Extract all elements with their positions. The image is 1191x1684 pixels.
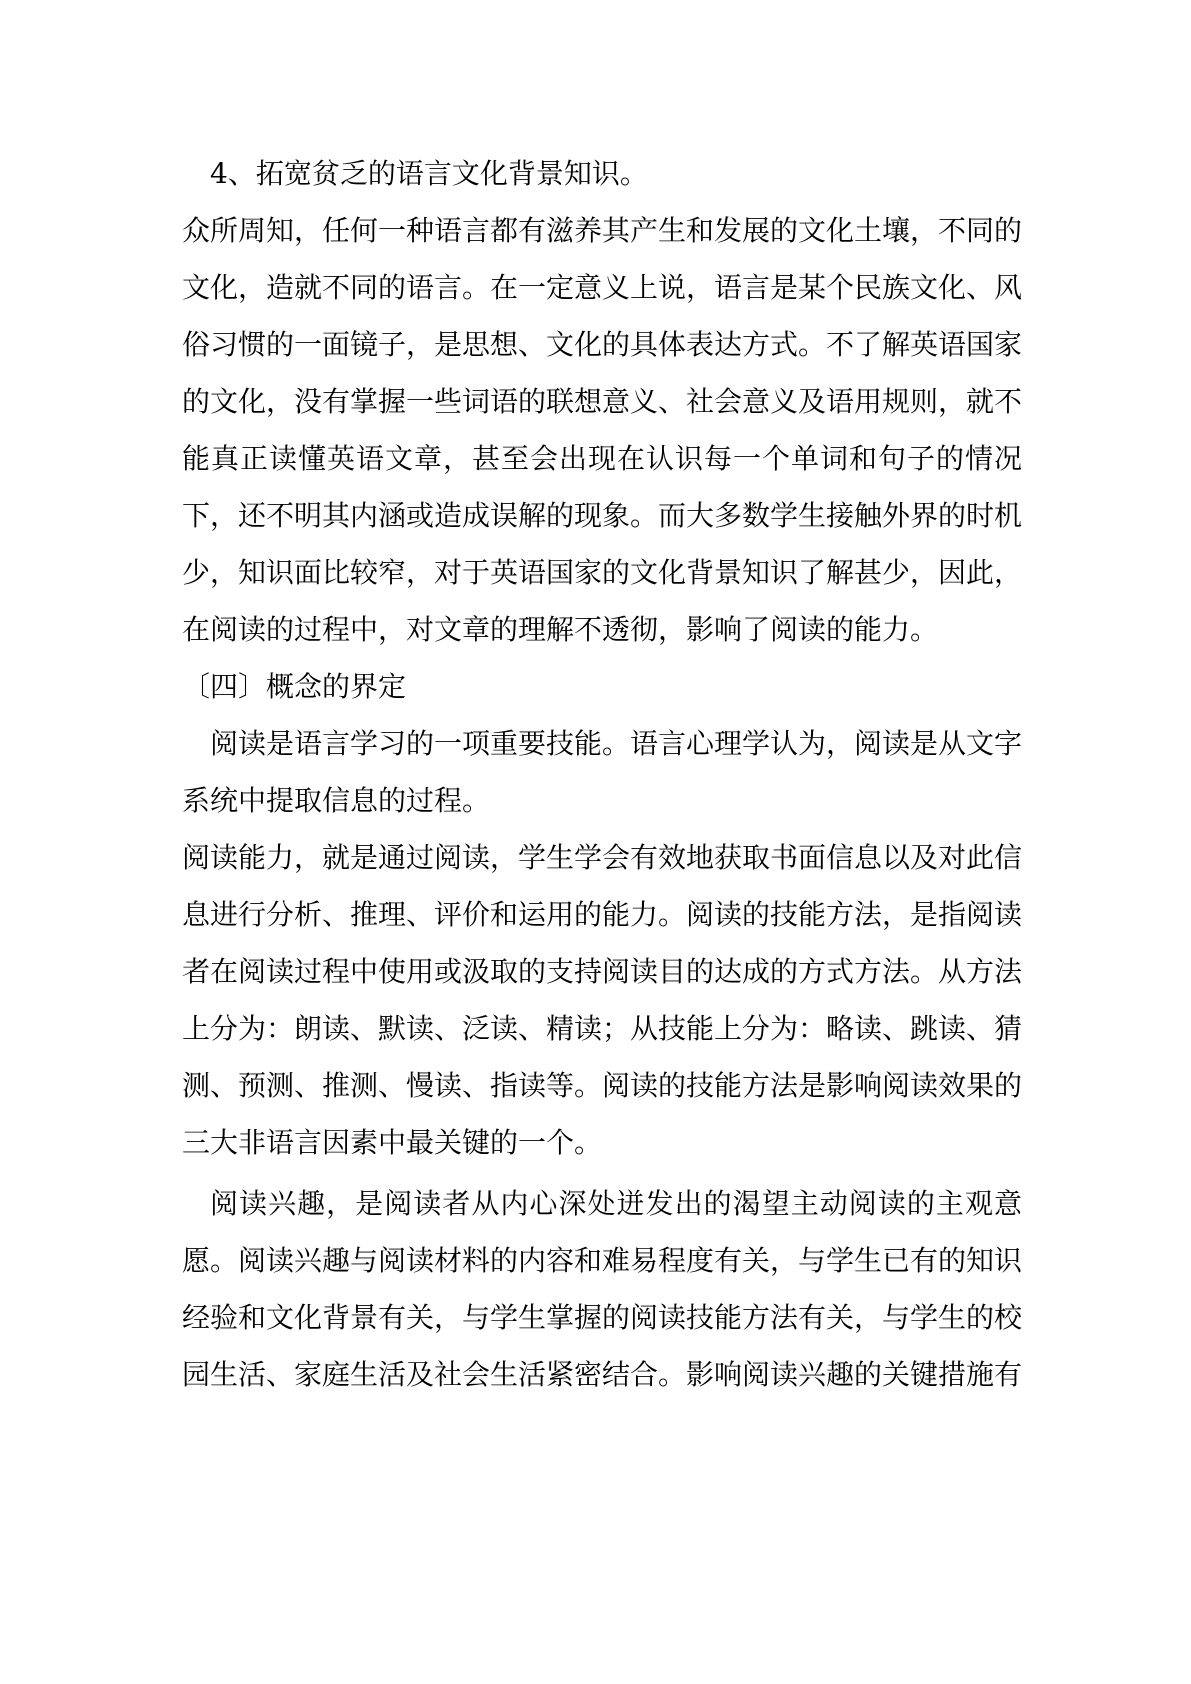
document-body <box>182 145 1022 1403</box>
section-heading: 〔四〕概念的界定 <box>182 670 407 703</box>
item-heading: 4、拓宽贫乏的语言文化背景知识。 <box>210 157 648 190</box>
paragraph-reading-ability: 阅读能力，就是通过阅读，学生学会有效地获取书面信息以及对此信息进行分析、推理、评价和运用的能力。阅读的技能方法，是指阅读者在阅读过程中使用或汲取的支持阅读目的达成的方式方法。从方法上分为：朗读、默读、泛读、精读；从技能上分为：略读、跳读、猜测、预测、推测、慢读、指读等。阅读的技能方法是影响阅读效果的三大非语言因素中最关键的一个。 <box>182 841 1023 1159</box>
paragraph-reading-interest: 阅读兴趣，是阅读者从内心深处迸发出的渴望主动阅读的主观意愿。阅读兴趣与阅读材料的内容和难易程度有关，与学生已有的知识经验和文化背景有关，与学生掌握的阅读技能方法有关，与学生的校园生活、家庭生活及社会生活紧密结合。影响阅读兴趣的关键措施有 <box>182 1187 1023 1391</box>
paragraph-culture: 众所周知，任何一种语言都有滋养其产生和发展的文化土壤，不同的文化，造就不同的语言。在一定意义上说，语言是某个民族文化、风俗习惯的一面镜子，是思想、文化的具体表达方式。不了解英语国家的文化，没有掌握一些词语的联想意义、社会意义及语用规则，就不能真正读懂英语文章，甚至会出现在认识每一个单词和句子的情况下，还不明其内涵或造成误解的现象。而大多数学生接触外界的时机少，知识面比较窄，对于英语国家的文化背景知识了解甚少，因此，在阅读的过程中，对文章的理解不透彻，影响了阅读的能力。 <box>182 214 1023 646</box>
paragraph-reading-definition: 阅读是语言学习的一项重要技能。语言心理学认为，阅读是从文字系统中提取信息的过程。 <box>182 727 1023 817</box>
